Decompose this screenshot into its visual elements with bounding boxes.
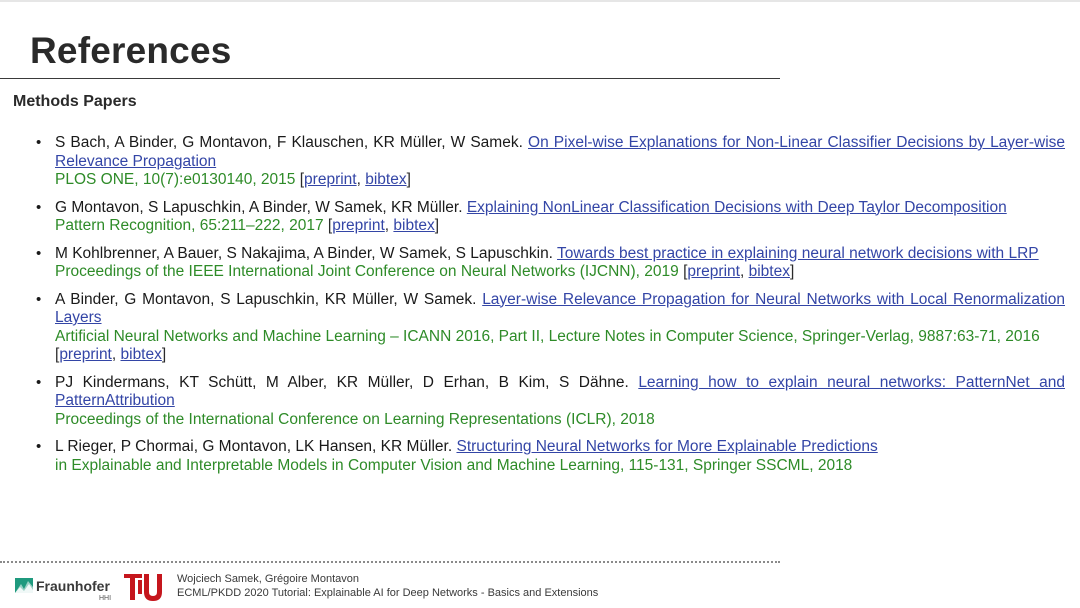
reference-title-link[interactable]: Learning how to explain neural networks: PatternNet and PatternAttribution bbox=[55, 373, 1066, 409]
fraunhofer-logo bbox=[15, 574, 115, 604]
bullet-icon: • bbox=[36, 438, 42, 455]
bibtex-link[interactable]: bibtex bbox=[365, 171, 407, 188]
reference-venue-line bbox=[55, 457, 1065, 476]
footer-event: ECML/PKDD 2020 Tutorial: Explainable AI for Deep Networks - Basics and Extensions bbox=[177, 587, 599, 599]
bullet-icon: • bbox=[36, 134, 42, 151]
reference-item bbox=[0, 374, 1065, 430]
reference-venue-line: PLOS ONE, 10(7):e0130140, 2015 [preprint, bibtex] bbox=[55, 171, 411, 188]
reference-citation bbox=[55, 245, 1065, 264]
reference-item bbox=[0, 291, 1065, 365]
reference-authors: PJ Kindermans, KT Schütt, M Alber, KR Müller, D Erhan, B Kim, S Dähne. bbox=[55, 373, 629, 391]
preprint-link[interactable]: preprint bbox=[59, 346, 112, 363]
fraunhofer-mark-icon bbox=[15, 578, 33, 593]
bibtex-link[interactable]: bibtex bbox=[393, 217, 435, 234]
preprint-link[interactable]: preprint bbox=[304, 171, 357, 188]
slide-footer bbox=[0, 566, 1080, 608]
reference-item bbox=[0, 134, 1065, 190]
tu-berlin-logo-icon bbox=[124, 572, 162, 602]
top-border bbox=[0, 0, 1080, 2]
reference-authors: L Rieger, P Chormai, G Montavon, LK Hansen, KR Müller. bbox=[55, 438, 453, 455]
reference-item bbox=[0, 245, 1065, 282]
bullet-icon: • bbox=[36, 198, 42, 216]
page-title: References bbox=[30, 30, 232, 71]
reference-venue-line: Pattern Recognition, 65:211–222, 2017 [preprint, bibtex] bbox=[55, 217, 440, 234]
bibtex-link[interactable]: bibtex bbox=[120, 346, 162, 363]
reference-citation bbox=[55, 134, 1065, 171]
reference-authors: G Montavon, S Lapuschkin, A Binder, W Samek, KR Müller. bbox=[55, 198, 463, 216]
reference-venue: in Explainable and Interpretable Models in Computer Vision and Machine Learning, 115-131, Springer SSCML, 2018 bbox=[55, 456, 853, 474]
reference-venue: PLOS ONE, 10(7):e0130140, 2015 bbox=[55, 171, 296, 188]
reference-citation bbox=[55, 438, 1065, 457]
bullet-icon: • bbox=[36, 244, 42, 262]
reference-authors: M Kohlbrenner, A Bauer, S Nakajima, A Binder, W Samek, S Lapuschkin. bbox=[55, 244, 553, 262]
reference-title-link[interactable]: On Pixel-wise Explanations for Non-Linear Classifier Decisions by Layer-wise Relevance Propagation bbox=[55, 134, 1066, 170]
reference-authors: S Bach, A Binder, G Montavon, F Klauschen, KR Müller, W Samek. bbox=[55, 134, 523, 151]
reference-item bbox=[0, 438, 1065, 475]
reference-venue-line: Proceedings of the IEEE International Joint Conference on Neural Networks (IJCNN), 2019 [preprint, bibtex] bbox=[55, 263, 795, 280]
reference-citation bbox=[55, 291, 1065, 328]
footer-credits bbox=[177, 572, 598, 600]
bullet-icon: • bbox=[36, 290, 42, 308]
reference-venue-line bbox=[55, 411, 1065, 430]
reference-list bbox=[0, 134, 1080, 484]
bibtex-link[interactable]: bibtex bbox=[748, 263, 790, 280]
fraunhofer-name: Fraunhofer bbox=[36, 578, 110, 594]
preprint-link[interactable]: preprint bbox=[332, 217, 385, 234]
reference-title-link[interactable]: Towards best practice in explaining neural network decisions with LRP bbox=[557, 244, 1039, 262]
title-divider bbox=[0, 78, 780, 79]
reference-venue: Artificial Neural Networks and Machine Learning – ICANN 2016, Part II, Lecture Notes in Computer Science, Springer-Verlag, 9887:63-71, 2016 bbox=[55, 327, 1040, 345]
reference-venue: Proceedings of the International Conference on Learning Representations (ICLR), 2018 bbox=[55, 410, 655, 428]
footer-speakers: Wojciech Samek, Grégoire Montavon bbox=[177, 573, 359, 585]
reference-title-link[interactable]: Structuring Neural Networks for More Explainable Predictions bbox=[456, 438, 878, 455]
reference-venue: Proceedings of the IEEE International Joint Conference on Neural Networks (IJCNN), 2019 bbox=[55, 263, 679, 280]
reference-citation bbox=[55, 374, 1065, 411]
reference-item bbox=[0, 199, 1065, 236]
preprint-link[interactable]: preprint bbox=[687, 263, 740, 280]
bullet-icon: • bbox=[36, 373, 42, 391]
reference-venue: Pattern Recognition, 65:211–222, 2017 bbox=[55, 217, 324, 234]
fraunhofer-institute: HHI bbox=[99, 595, 112, 602]
section-heading: Methods Papers bbox=[13, 93, 137, 110]
reference-title-link[interactable]: Explaining NonLinear Classification Decisions with Deep Taylor Decomposition bbox=[466, 198, 1007, 216]
reference-title-link[interactable]: Layer-wise Relevance Propagation for Neural Networks with Local Renormalization Layers bbox=[55, 290, 1065, 326]
reference-citation bbox=[55, 199, 1065, 218]
reference-venue-line: Artificial Neural Networks and Machine Learning – ICANN 2016, Part II, Lecture Notes in Computer Science, Springer-Verlag, 9887:63-71, 2016 [preprint, bibtex] bbox=[55, 327, 1040, 363]
footer-divider bbox=[0, 561, 780, 563]
reference-authors: A Binder, G Montavon, S Lapuschkin, KR Müller, W Samek. bbox=[55, 290, 477, 308]
